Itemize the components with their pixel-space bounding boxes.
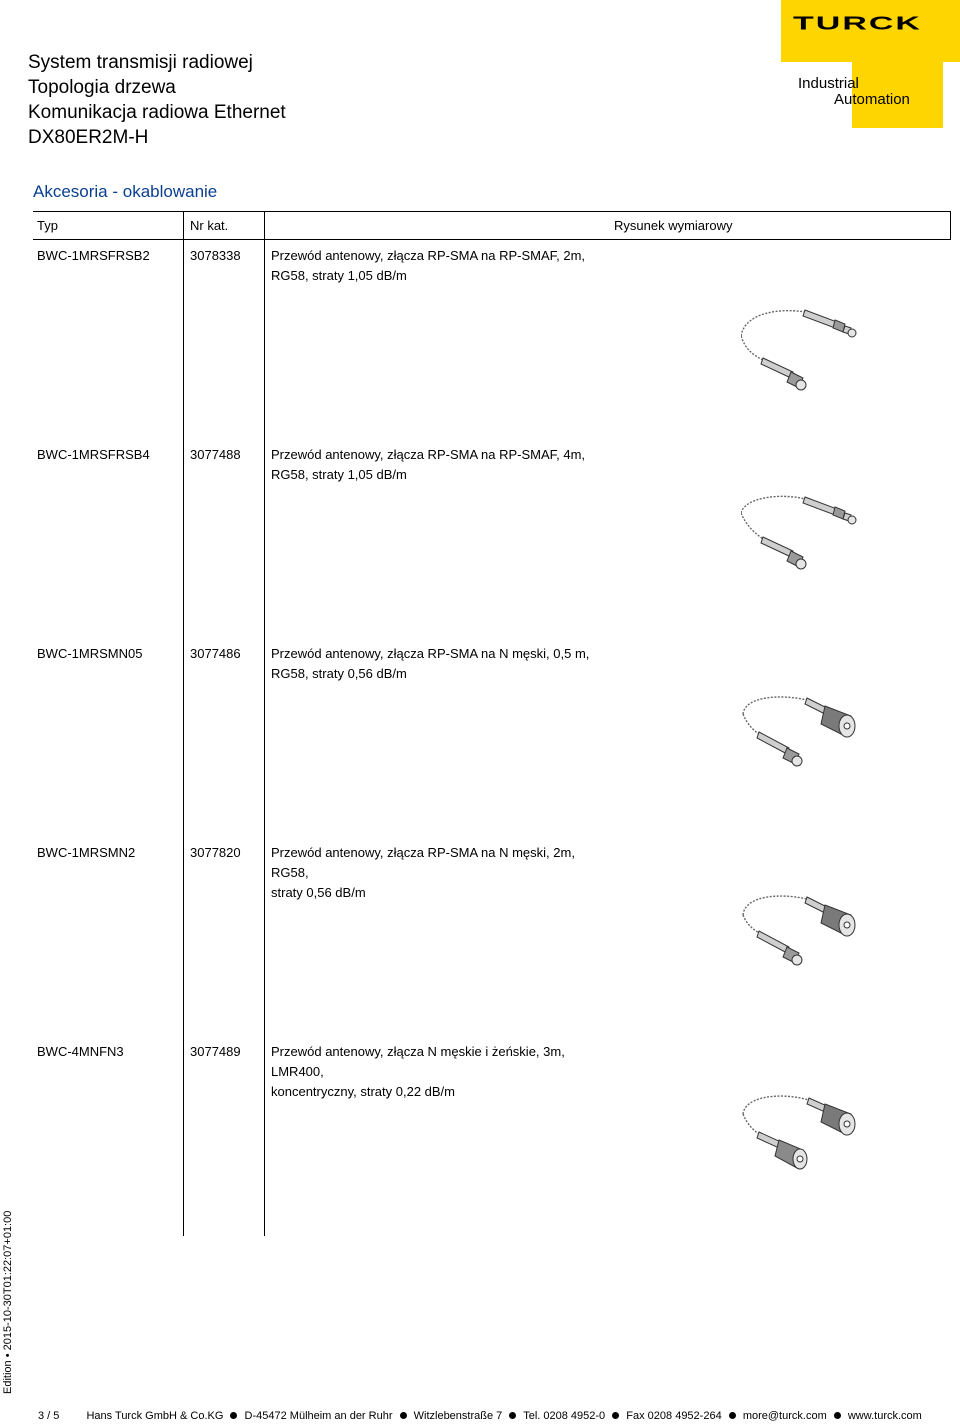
document-title-block xyxy=(28,50,286,150)
section-title: Akcesoria - okablowanie xyxy=(33,182,218,201)
description-line: RG58, straty 0,56 dB/m xyxy=(271,666,407,681)
column-header-catalog-no: Nr kat. xyxy=(190,218,229,233)
turck-logo xyxy=(781,0,960,128)
row-type: BWC-1MRSFRSB2 xyxy=(37,248,150,263)
logo-tagline-1: Industrial xyxy=(798,75,859,92)
accessories-table xyxy=(33,211,951,1236)
cable-rpsma-n-drawing xyxy=(741,686,881,796)
column-header-type: Typ xyxy=(37,218,58,233)
page-footer xyxy=(38,1410,922,1422)
cable-rpsma-n-drawing xyxy=(741,885,881,995)
table-row xyxy=(33,1036,951,1234)
table-row xyxy=(33,837,951,1035)
row-type: BWC-4MNFN3 xyxy=(37,1044,124,1059)
row-type: BWC-1MRSFRSB4 xyxy=(37,447,150,462)
bullet-icon xyxy=(509,1412,516,1419)
row-catalog-no: 3077489 xyxy=(190,1044,241,1059)
footer-tel: Tel. 0208 4952-0 xyxy=(523,1410,606,1422)
row-description xyxy=(271,1042,611,1102)
footer-street: Witzlebenstraße 7 xyxy=(413,1410,503,1422)
cable-rpsma-rpsmaf-drawing xyxy=(741,487,881,597)
table-row xyxy=(33,240,951,438)
bullet-icon xyxy=(834,1412,841,1419)
page-number: 3 / 5 xyxy=(38,1410,60,1422)
logo-tagline-2: Automation xyxy=(834,91,910,108)
bullet-icon xyxy=(612,1412,619,1419)
table-row xyxy=(33,638,951,836)
description-line: Przewód antenowy, złącza RP-SMA na RP-SMAF, 2m, xyxy=(271,248,586,263)
table-row xyxy=(33,439,951,637)
bullet-icon xyxy=(400,1412,407,1419)
column-header-drawing: Rysunek wymiarowy xyxy=(614,218,733,233)
title-line-2: Topologia drzewa xyxy=(28,77,176,98)
footer-fax: Fax 0208 4952-264 xyxy=(626,1410,722,1422)
bullet-icon xyxy=(230,1412,237,1419)
description-line: straty 0,56 dB/m xyxy=(271,885,366,900)
row-catalog-no: 3077820 xyxy=(190,845,241,860)
description-line: Przewód antenowy, złącza N męskie i żeńskie, 3m, LMR400, xyxy=(271,1044,565,1079)
title-line-4: DX80ER2M-H xyxy=(28,127,149,148)
row-description xyxy=(271,843,611,903)
title-line-3: Komunikacja radiowa Ethernet xyxy=(28,102,286,123)
description-line: RG58, straty 1,05 dB/m xyxy=(271,467,407,482)
footer-website[interactable]: www.turck.com xyxy=(847,1410,922,1422)
footer-address: D-45472 Mülheim an der Ruhr xyxy=(244,1410,393,1422)
row-type: BWC-1MRSMN05 xyxy=(37,646,143,661)
row-description xyxy=(271,644,611,684)
logo-brand-text: TURCK xyxy=(793,12,922,34)
title-line-1: System transmisji radiowej xyxy=(28,52,253,73)
row-catalog-no: 3078338 xyxy=(190,248,241,263)
cable-n-n-drawing xyxy=(741,1084,881,1194)
footer-email[interactable]: more@turck.com xyxy=(742,1410,827,1422)
footer-company: Hans Turck GmbH & Co.KG xyxy=(86,1410,224,1422)
row-catalog-no: 3077488 xyxy=(190,447,241,462)
row-description xyxy=(271,246,611,286)
description-line: Przewód antenowy, złącza RP-SMA na N męski, 2m, RG58, xyxy=(271,845,575,880)
description-line: koncentryczny, straty 0,22 dB/m xyxy=(271,1084,455,1099)
table-top-rule xyxy=(33,211,951,212)
bullet-icon xyxy=(729,1412,736,1419)
column-divider xyxy=(950,211,951,240)
row-description xyxy=(271,445,611,485)
cable-rpsma-rpsmaf-drawing xyxy=(741,288,881,398)
description-line: RG58, straty 1,05 dB/m xyxy=(271,268,407,283)
row-catalog-no: 3077486 xyxy=(190,646,241,661)
row-type: BWC-1MRSMN2 xyxy=(37,845,136,860)
description-line: Przewód antenowy, złącza RP-SMA na N męski, 0,5 m, xyxy=(271,646,590,661)
edition-stamp: Edition • 2015-10-30T01:22:07+01:00 xyxy=(2,1210,14,1394)
description-line: Przewód antenowy, złącza RP-SMA na RP-SMAF, 4m, xyxy=(271,447,586,462)
